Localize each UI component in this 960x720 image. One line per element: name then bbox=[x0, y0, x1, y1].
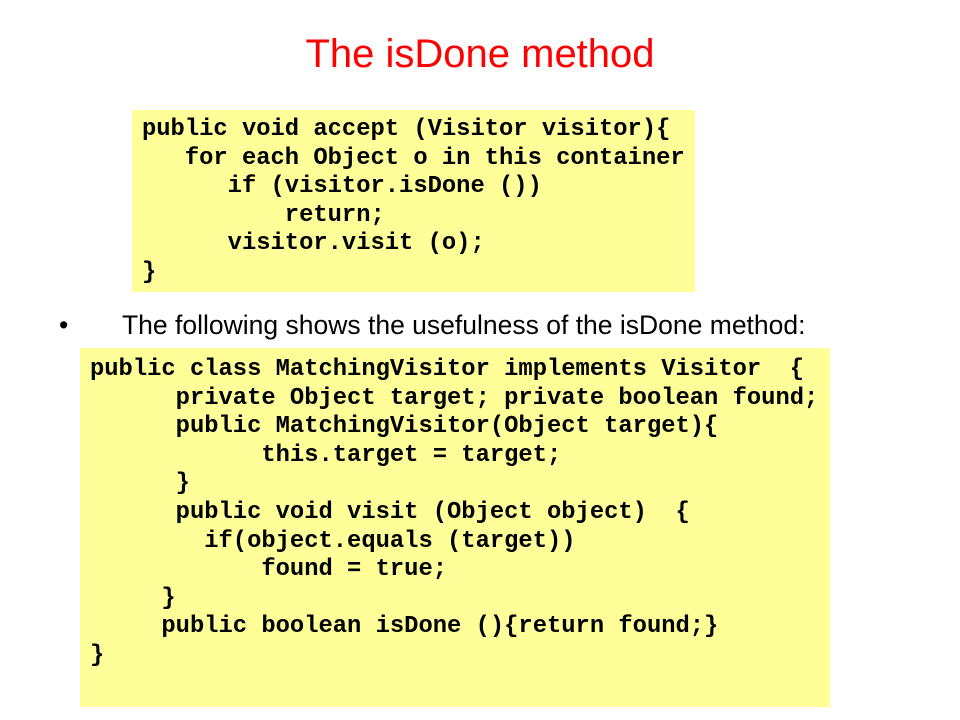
code-line: return; bbox=[142, 201, 385, 229]
code-line: public class MatchingVisitor implements Visitor { bbox=[90, 356, 805, 383]
code-line: public void accept (Visitor visitor){ bbox=[142, 116, 671, 143]
code-line: this.target = target; bbox=[90, 441, 562, 469]
code-line: public void visit (Object object) { bbox=[90, 498, 690, 526]
code-line: public boolean isDone (){return found;} bbox=[90, 613, 719, 641]
code-line: if (visitor.isDone ()) bbox=[142, 173, 542, 201]
code-line: } bbox=[142, 258, 157, 286]
slide-title: The isDone method bbox=[305, 32, 655, 76]
code-line: private Object target; private boolean found; bbox=[90, 384, 819, 412]
code-line: if(object.equals (target)) bbox=[90, 527, 576, 555]
code-line: visitor.visit (o); bbox=[142, 230, 485, 258]
bullet-text: The following shows the usefulness of the isDone method: bbox=[122, 310, 806, 340]
code-line: } bbox=[90, 470, 190, 498]
code-line: for each Object o in this container bbox=[142, 144, 685, 172]
code-block-accept-method bbox=[132, 110, 695, 292]
code-line: found = true; bbox=[90, 556, 448, 584]
code-block-matching-visitor bbox=[80, 348, 830, 707]
code-line: } bbox=[90, 584, 176, 612]
code-line: } bbox=[90, 641, 105, 669]
bullet-marker: • bbox=[59, 310, 69, 340]
code-line: public MatchingVisitor(Object target){ bbox=[90, 413, 719, 441]
